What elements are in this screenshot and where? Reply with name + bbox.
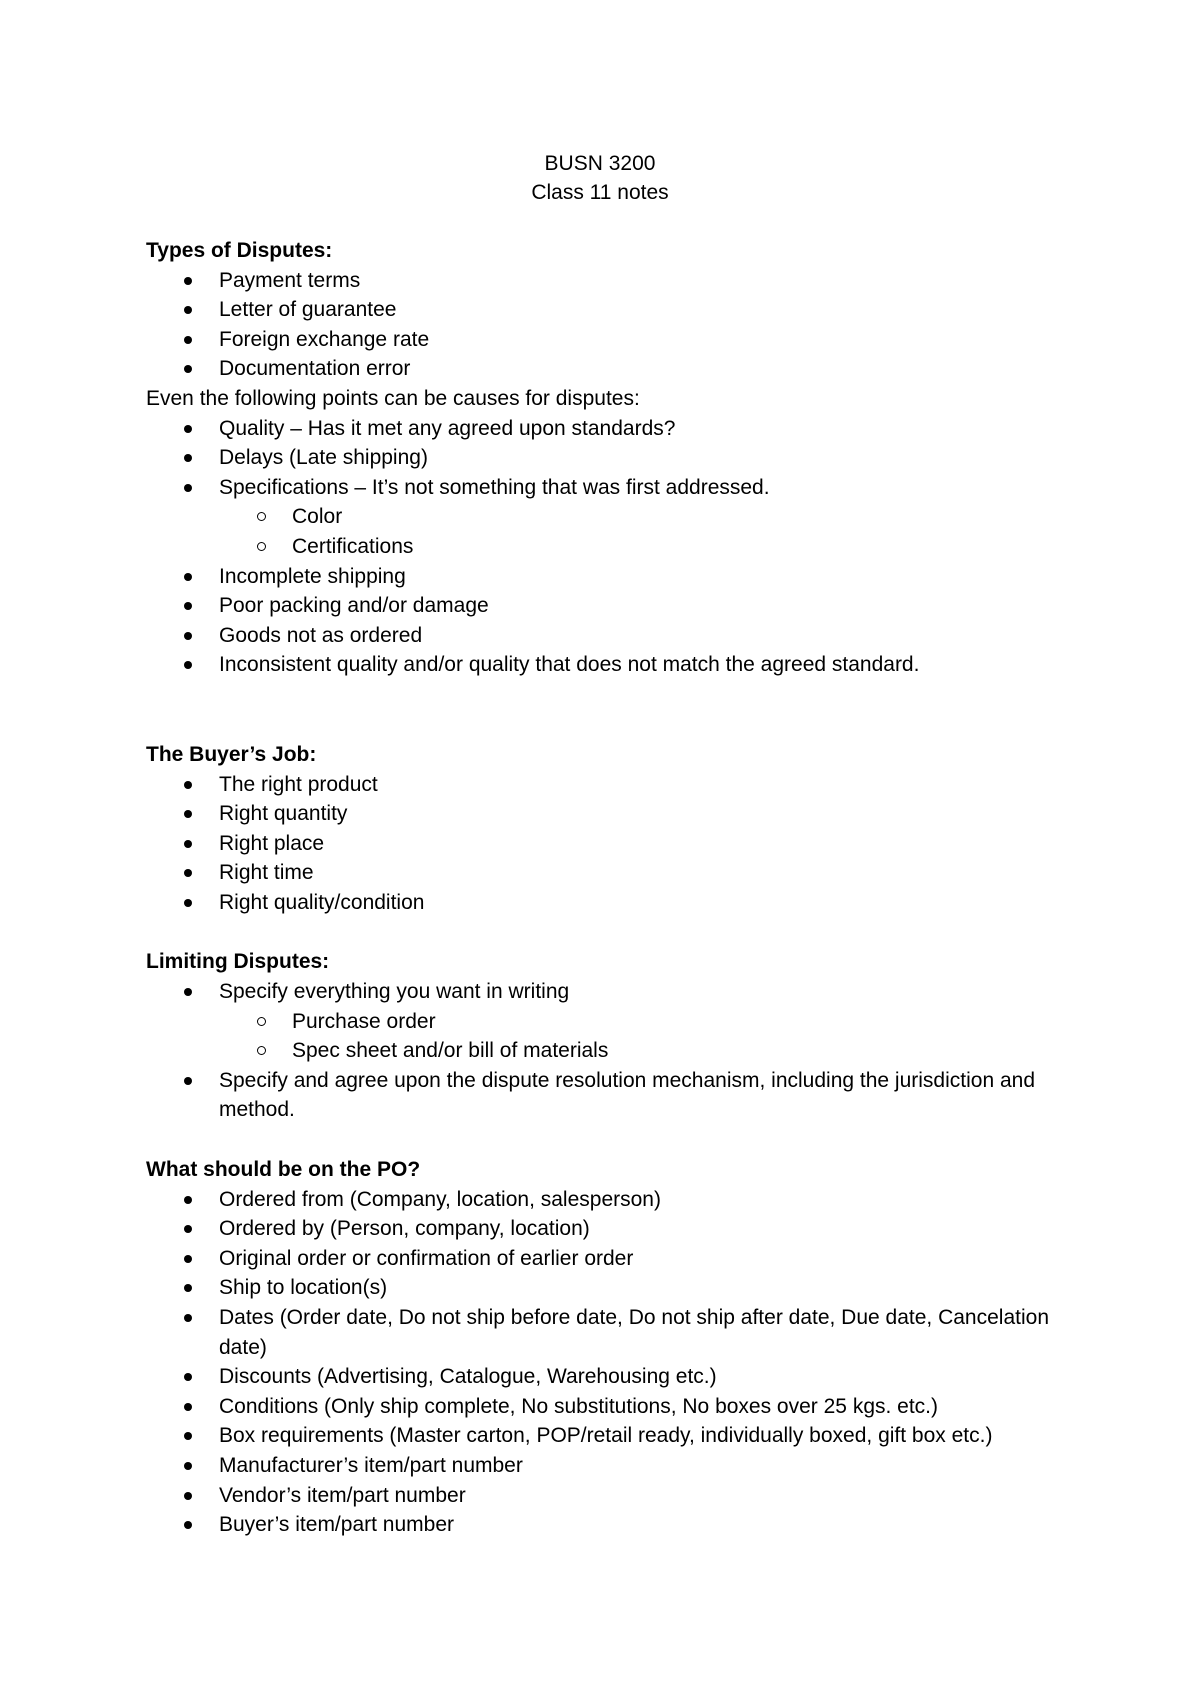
writing-sublist [219, 1007, 1066, 1066]
list-item: Delays (Late shipping) [146, 443, 1066, 473]
document-body [146, 236, 1066, 1540]
list-item [146, 977, 1066, 1066]
list-item: Quality – Has it met any agreed upon standards? [146, 414, 1066, 444]
buyers-job-list [146, 770, 1066, 918]
dispute-causes-list [146, 414, 1066, 680]
list-item: Buyer’s item/part number [146, 1510, 1066, 1540]
disputes-list [146, 266, 1066, 384]
list-item: Foreign exchange rate [146, 325, 1066, 355]
list-item: Payment terms [146, 266, 1066, 296]
list-item [146, 473, 1066, 562]
list-item: Goods not as ordered [146, 621, 1066, 651]
course-title: BUSN 3200 [544, 152, 656, 175]
disputes-heading: Types of Disputes: [146, 239, 333, 262]
section-spacer [146, 1125, 1066, 1155]
list-item: The right product [146, 770, 1066, 800]
section-spacer [146, 680, 1066, 740]
list-item-text: Specifications – It’s not something that was first addressed. [219, 475, 770, 499]
limiting-disputes-heading: Limiting Disputes: [146, 950, 330, 974]
list-item-text: Specify everything you want in writing [219, 980, 570, 1004]
sublist-item: Certifications [219, 532, 1066, 562]
list-item: Ordered by (Person, company, location) [146, 1214, 1066, 1244]
limiting-disputes-list [146, 977, 1066, 1125]
list-item: Letter of guarantee [146, 295, 1066, 325]
sublist-item: Spec sheet and/or bill of materials [219, 1036, 1066, 1066]
list-item: Dates (Order date, Do not ship before date, Do not ship after date, Due date, Cancelation date) [146, 1303, 1066, 1362]
list-item: Right place [146, 829, 1066, 859]
disputes-intro: Even the following points can be causes for disputes: [146, 386, 640, 410]
list-item: Right quality/condition [146, 888, 1066, 918]
list-item: Documentation error [146, 354, 1066, 384]
list-item: Manufacturer’s item/part number [146, 1451, 1066, 1481]
po-heading: What should be on the PO? [146, 1158, 421, 1182]
sublist-item: Purchase order [219, 1007, 1066, 1037]
document-header [0, 149, 1200, 207]
list-item: Specify and agree upon the dispute resolution mechanism, including the jurisdiction and method. [146, 1066, 1066, 1125]
buyers-job-heading: The Buyer’s Job: [146, 742, 317, 766]
list-item: Vendor’s item/part number [146, 1481, 1066, 1511]
list-item: Discounts (Advertising, Catalogue, Warehousing etc.) [146, 1362, 1066, 1392]
po-list [146, 1185, 1066, 1540]
list-item: Box requirements (Master carton, POP/retail ready, individually boxed, gift box etc.) [146, 1421, 1066, 1451]
list-item: Right time [146, 858, 1066, 888]
list-item: Original order or confirmation of earlier order [146, 1244, 1066, 1274]
list-item: Incomplete shipping [146, 562, 1066, 592]
specifications-sublist [219, 502, 1066, 561]
list-item: Conditions (Only ship complete, No substitutions, No boxes over 25 kgs. etc.) [146, 1392, 1066, 1422]
list-item: Inconsistent quality and/or quality that does not match the agreed standard. [146, 650, 1066, 680]
list-item: Right quantity [146, 799, 1066, 829]
sublist-item: Color [219, 502, 1066, 532]
list-item: Ordered from (Company, location, salesperson) [146, 1185, 1066, 1215]
list-item: Ship to location(s) [146, 1273, 1066, 1303]
section-spacer [146, 917, 1066, 947]
notes-subtitle: Class 11 notes [531, 181, 669, 204]
list-item: Poor packing and/or damage [146, 591, 1066, 621]
